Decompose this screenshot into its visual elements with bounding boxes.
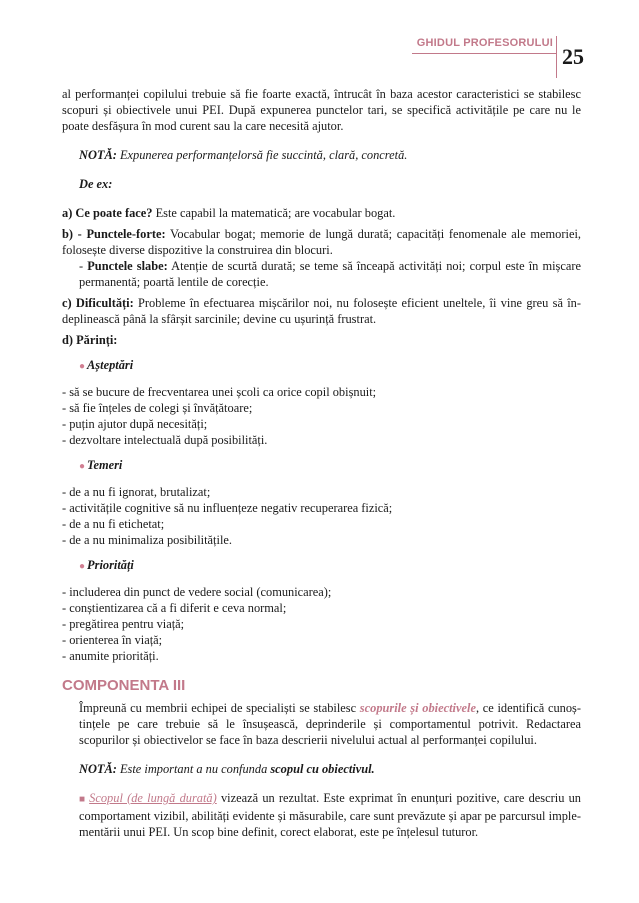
list-item: - să fie înțeles de colegi și învățătoare; [62,401,253,415]
component-text-after: , ce identifică cunoș- tințele pe care trebuie să le însușească, deprinderile și comportamentul potrivit. Redactarea scopurilor și obiectivelor se face în baza descrierii nivelului actual al performanței copilului. [79,701,581,747]
item-b2-prefix: - [79,259,88,273]
list-item: - de a nu fi etichetat; [62,517,165,531]
header-divider [556,36,557,78]
bullet-dot-icon: ● [79,561,86,572]
page-body [62,86,581,840]
prioritati-title: Priorități [87,558,134,572]
header-rule [412,53,556,54]
running-header: GHIDUL PROFESORULUI [416,37,553,49]
item-a-label: a) Ce poate face? [62,206,153,220]
item-c [62,295,581,327]
note-2-text: Este important a nu confunda [116,762,271,776]
scope-highlight: Scopul (de lungă durată) [89,791,217,805]
list-item: - activitățile cognitive să nu influențeze negativ recuperarea fizică; [62,501,393,515]
note-2-bold: scopul cu obiectivul. [270,762,375,776]
note-2-label: NOTĂ: [79,762,117,776]
item-b-weaknesses [62,258,581,290]
asteptari-list [62,384,581,448]
subheading-temeri [62,457,581,475]
list-item: - de a nu minimaliza posibilitățile. [62,533,232,547]
item-b-label: b) - Punctele-forte: [62,227,166,241]
page-header [0,0,639,80]
note-1-label: NOTĂ: [79,148,117,162]
example-heading: De ex: [79,177,113,191]
bullet-dot-icon: ● [79,361,86,372]
bullet-dot-icon: ● [79,461,86,472]
item-a-text: Este capabil la matematică; are vocabular bogat. [152,206,396,220]
note-1-text: Expunerea performanțelorsă fie succintă, clară, concretă. [116,148,408,162]
item-b2-text: Atenție de scurtă durată; se teme să înceapă activități noi; corpul este în mișcare permanentă; poartă lentile de corecție. [79,259,581,289]
note-2 [62,761,581,777]
scope-paragraph [62,790,581,840]
item-b-strengths [62,226,581,258]
subheading-asteptari [62,357,581,375]
item-b2-label: Punctele slabe: [87,259,168,273]
component-text-before: Împreună cu membrii echipei de specialiști se stabilesc [79,701,360,715]
temeri-title: Temeri [87,458,123,472]
list-item: - pregătirea pentru viață; [62,617,185,631]
list-item: - să se bucure de frecventarea unei școli ca orice copil obișnuit; [62,385,377,399]
list-item: - anumite priorități. [62,649,159,663]
item-a [62,205,581,221]
item-c-label: c) Dificultăți: [62,296,134,310]
item-d: d) Părinți: [62,333,118,347]
section-heading: COMPONENTA III [62,677,186,694]
list-item: - conștientizarea că a fi diferit e ceva normal; [62,601,287,615]
prioritati-list [62,584,581,664]
list-item: - puțin ajutor după necesități; [62,417,208,431]
scope-text: vizează un rezultat. Este exprimat în enunțuri pozitive, care descriu un comportament vizibil, abilități evidente și măsurabile, care sunt prevăzute și apar pe parcursul imple- mentării unui PEI. Un scop bine definit, corect elaborat, este pe înțelesul tuturor. [79,791,582,839]
item-c-text: Probleme în efectuarea mișcărilor noi, nu folosește eficient uneltele, îi vine greu să în- deplinească până la sfârșit sarcinile; devine cu ușurință frustrat. [62,296,581,326]
intro-paragraph: al performanței copilului trebuie să fie foarte exactă, întrucât în baza acestor caracteristici se stabilesc scopuri și obiectivele unui PEI. După expunerea punctelor tari, se specifică activitățile pe care nu le poate desfășura în mod curent sau la care necesită ajutor. [62,87,581,133]
list-item: - de a nu fi ignorat, brutalizat; [62,485,211,499]
component-paragraph [62,700,581,748]
list-item: - orienterea în viață; [62,633,163,647]
square-bullet-icon: ■ [79,794,87,805]
page-number: 25 [562,44,584,69]
temeri-list [62,484,581,548]
item-b-text: Vocabular bogat; memorie de lungă durată; capacități fenomenale ale memoriei, folosește diverse dispozitive la construirea din blocuri. [62,227,581,257]
list-item: - includerea din punct de vedere social (comunicarea); [62,585,332,599]
note-1 [62,147,581,163]
subheading-prioritati [62,557,581,575]
asteptari-title: Așteptări [87,358,134,372]
list-item: - dezvoltare intelectuală după posibilități. [62,433,268,447]
component-highlight: scopurile și obiectivele [359,701,476,715]
